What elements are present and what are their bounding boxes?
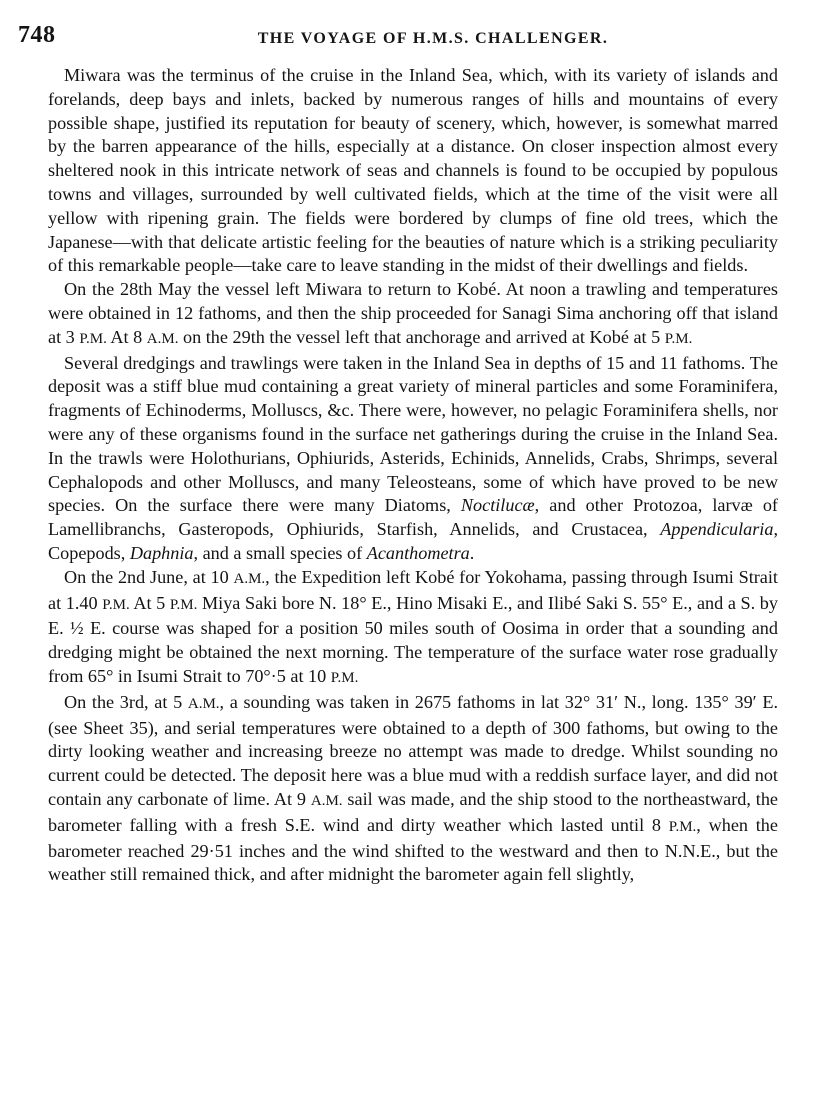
text-run: On the 3rd, at 5 (64, 691, 188, 712)
time-abbrev: P.M. (330, 669, 359, 686)
text-run: , Copepods, (48, 519, 778, 563)
text-run: On the 28th May the vessel left Miwara to return to Kobé. At noon a trawling and temperatures were obtained in 12 fathoms, and then the ship proceeded for Sanagi Sima anchoring off that island at 3 (48, 279, 778, 347)
time-abbrev: P.M. (79, 330, 107, 347)
time-abbrev: A.M. (187, 695, 220, 712)
paragraph-dredgings (48, 352, 778, 566)
text-run: On the 2nd June, at 10 (64, 566, 234, 587)
text-run: Miwara was the terminus of the cruise in the Inland Sea, which, with its variety of islands and forelands, deep bays and inlets, backed by numerous ranges of hills and mountains of every possible shape, justified its reputation for beauty of scenery, which, however, is somewhat marred by the barren appearance of the hills, especially at a distance. On closer inspection almost every sheltered nook in this intricate network of seas and channels is found to be occupied by populous towns and villages, surrounded by well cultivated fields, which at the time of the visit were all yellow with ripening grain. The fields were bordered by clumps of fine old trees, which the Japanese—with that delicate artistic feeling for the beauties of nature which is a striking peculiarity of this remarkable people—take care to leave standing in the midst of their dwellings and fields. (48, 65, 778, 276)
paragraph-sounding-june-3 (48, 691, 778, 887)
text-run: , and other Protozoa, larvæ of Lamellibranchs, Gasteropods, Ophiurids, Starfish, Annelids, and Crustacea, (48, 495, 778, 540)
paragraph-miwara-scenery (48, 64, 778, 278)
time-abbrev: P.M. (664, 330, 693, 347)
text-run: on the 29th the vessel left that anchorage and arrived at Kobé at 5 (178, 326, 665, 347)
text-run: , a sounding was taken in 2675 fathoms in lat 32° 31′ N., long. 135° 39′ E. (see Sheet 35), and serial temperatures were obtained to a depth of 300 fathoms, but owing to the dirty looking weather and increasing breeze no attempt was made to dredge. Whilst sounding no current could be detected. The deposit here was a blue mud with a reddish surface layer, and did not contain any carbonate of lime. At 9 (48, 691, 778, 809)
time-abbrev: A.M. (146, 330, 179, 347)
text-run: sail was made, and the ship stood to the northeastward, the barometer falling with a fresh S.E. wind and dirty weather which lasted until 8 (48, 788, 778, 835)
italic-term: Daphnia (129, 542, 194, 563)
text-run: . (469, 542, 475, 563)
time-abbrev: P.M. (668, 818, 697, 835)
paragraph-departure-yokohama (48, 566, 778, 691)
time-abbrev: P.M. (169, 596, 198, 613)
italic-term: Acanthometra (366, 542, 470, 563)
running-title: THE VOYAGE OF H.M.S. CHALLENGER. (257, 30, 609, 47)
page-number: 748 (18, 22, 56, 48)
text-run: At 5 (129, 592, 170, 613)
text-run: At 8 (106, 326, 147, 347)
time-abbrev: A.M. (233, 570, 266, 587)
time-abbrev: A.M. (310, 792, 343, 809)
text-run: , the Expedition left Kobé for Yokohama, passing through Isumi Strait at 1.40 (48, 566, 778, 613)
italic-term: Appendicularia (660, 519, 774, 540)
italic-term: Noctilucæ (460, 495, 535, 516)
time-abbrev: P.M. (102, 596, 130, 613)
text-run: , when the barometer reached 29·51 inches and the wind shifted to the westward and then to N.N.E., but the weather still remained thick, and after midnight the barometer again fell slightly, (48, 814, 778, 885)
text-run: Several dredgings and trawlings were taken in the Inland Sea in depths of 15 and 11 fathoms. The deposit was a stiff blue mud containing a great variety of mineral particles and some Foraminifera, fragments of Echinoderms, Molluscs, &c. There were, however, no pelagic Foraminifera shells, nor were any of these organisms found in the surface net gatherings during the cruise in the Inland Sea. In the trawls were Holothurians, Ophiurids, Asterids, Echinids, Annelids, Crabs, Shrimps, several Cephalopods and other Molluscs, and many Teleosteans, some of which have proved to be new species. On the surface there were many Diatoms, (48, 352, 778, 516)
body-text (48, 64, 778, 887)
paragraph-return-to-kobe (48, 278, 778, 351)
page-header (18, 22, 788, 52)
text-run: , and a small species of (193, 542, 367, 563)
text-run: Miya Saki bore N. 18° E., Hino Misaki E., and Ilibé Saki S. 55° E., and a S. by E. ½ E. course was shaped for a position 50 miles south of Oosima in order that a sounding and dredging might be obtained the next morning. The temperature of the surface water rose gradually from 65° in Isumi Strait to 70°·5 at 10 (48, 592, 778, 686)
